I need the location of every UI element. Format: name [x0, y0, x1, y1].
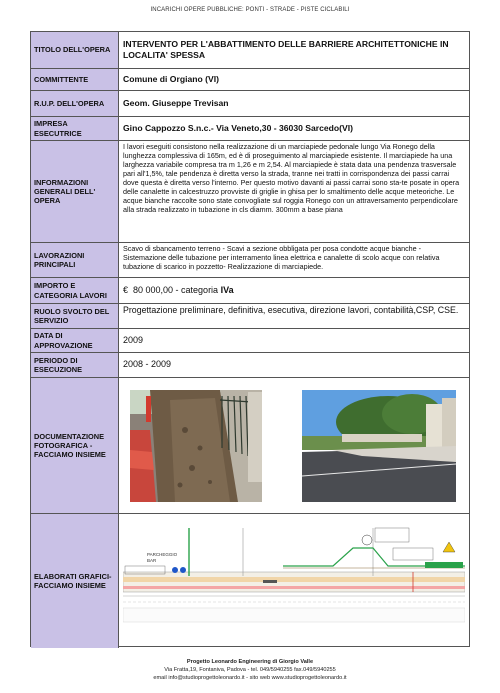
page-footer: [0, 658, 500, 682]
road-photo: [302, 390, 456, 502]
row-informazioni: [31, 141, 469, 243]
value-impresa: Gino Cappozzo S.n.c.- Via Veneto,30 - 36030 Sarcedo(VI): [123, 123, 354, 134]
importo-amount: € 80 000,00 - categoria: [123, 284, 221, 295]
label-titolo: TITOLO DELL'OPERA: [31, 32, 119, 68]
label-committente: COMMITTENTE: [31, 69, 119, 90]
label-rup: R.U.P. DELL'OPERA: [31, 91, 119, 116]
value-titolo: INTERVENTO PER L'ABBATTIMENTO DELLE BARRIERE ARCHITETTONICHE IN LOCALITA' SPESSA: [123, 39, 449, 60]
label-periodo: PERIODO DI ESECUZIONE: [31, 353, 119, 377]
row-lavorazioni: [31, 243, 469, 278]
construction-photo: [130, 390, 262, 502]
label-informazioni: INFORMAZIONI GENERALI DELL' OPERA: [31, 141, 119, 242]
photos-area: [120, 378, 469, 513]
label-importo: IMPORTO E CATEGORIA LAVORI: [31, 278, 119, 303]
value-committente: Comune di Orgiano (VI): [123, 74, 219, 85]
label-ruolo: RUOLO SVOLTO DEL SERVIZIO: [31, 304, 119, 328]
row-rup: [31, 91, 469, 117]
technical-drawing: [123, 522, 465, 634]
value-periodo: 2008 - 2009: [123, 359, 172, 370]
row-documentazione: [31, 378, 469, 514]
row-importo: [31, 278, 469, 304]
footer-address: Via Fratta,19, Fontaniva, Padova - tel. 049/5940255 fax.049/5940255: [164, 667, 336, 674]
row-titolo: [31, 32, 469, 69]
row-committente: [31, 69, 469, 91]
value-data: 2009: [123, 334, 144, 345]
label-lavorazioni: LAVORAZIONI PRINCIPALI: [31, 243, 119, 277]
row-elaborati: [31, 514, 469, 648]
row-ruolo: [31, 304, 469, 329]
label-elaborati: ELABORATI GRAFICI- FACCIAMO INSIEME: [31, 514, 119, 648]
bar-label: BAR: [147, 558, 157, 563]
label-documentazione: DOCUMENTAZIONE FOTOGRAFICA - FACCIAMO INSIEME: [31, 378, 119, 513]
importo-category: IVa: [220, 284, 234, 295]
page-header: INCARICHI OPERE PUBBLICHE: PONTI - STRADE - PISTE CICLABILI: [150, 7, 350, 13]
project-sheet: [30, 31, 470, 647]
row-data: [31, 329, 469, 353]
value-importo: [120, 278, 469, 303]
row-impresa: [31, 117, 469, 141]
value-rup: Geom. Giuseppe Trevisan: [123, 98, 229, 109]
footer-contacts: email info@studioprogettoleonardo.it - sito web www.studioprogettoleonardo.it: [153, 675, 347, 682]
value-informazioni: I lavori eseguiti consistono nella realizzazione di un marciapiede pedonale lungo Via Ronego della lunghezza complessiva di 165m, ed è di proseguimento al marciapiede esistente. Il marciapiede ha una larghezza variabile compresa tra m 1,26 e m 2,54. Al marciapiede è stata data una pendenza trasversale pari all'1,5%, tale pendenza è diretta verso la strada, tranne nei tratti in corrispondenza dei passi carrai dove questa è diretta verso l'interno. Per questo motivo davanti ai passi carrai sono sta-te posate in opera delle canalette in calcestruzzo provviste di griglie in ghisa per lo smaltimento delle acque meteoriche. Le acque bianche raccolte sono state convogliate sul roggia Ronego con un attraversamento perpendicolare alla strada realizzato in tubazione in cls diamm. 300mm a base piana: [123, 142, 460, 214]
value-ruolo: Progettazione preliminare, definitiva, esecutiva, direzione lavori, contabilità,CSP, CSE.: [123, 305, 459, 315]
row-periodo: [31, 353, 469, 378]
value-lavorazioni: Scavo di sbancamento terreno - Scavi a sezione obbligata per posa condotte acque bianche - Sistemazione delle tubazione per interramento linea elettrica e canalette di scolo acque con relativa tubazione di scarico in pozzetto- Realizzazione di marciapiede.: [123, 244, 440, 271]
drawing-area: [120, 514, 469, 648]
footer-firm: Progetto Leonardo Engineering di Giorgio Valle: [186, 659, 314, 665]
label-data: DATA DI APPROVAZIONE: [31, 329, 119, 352]
label-impresa: IMPRESA ESECUTRICE: [31, 117, 119, 140]
parcheggio-label: PARCHEGGIO: [147, 552, 178, 557]
